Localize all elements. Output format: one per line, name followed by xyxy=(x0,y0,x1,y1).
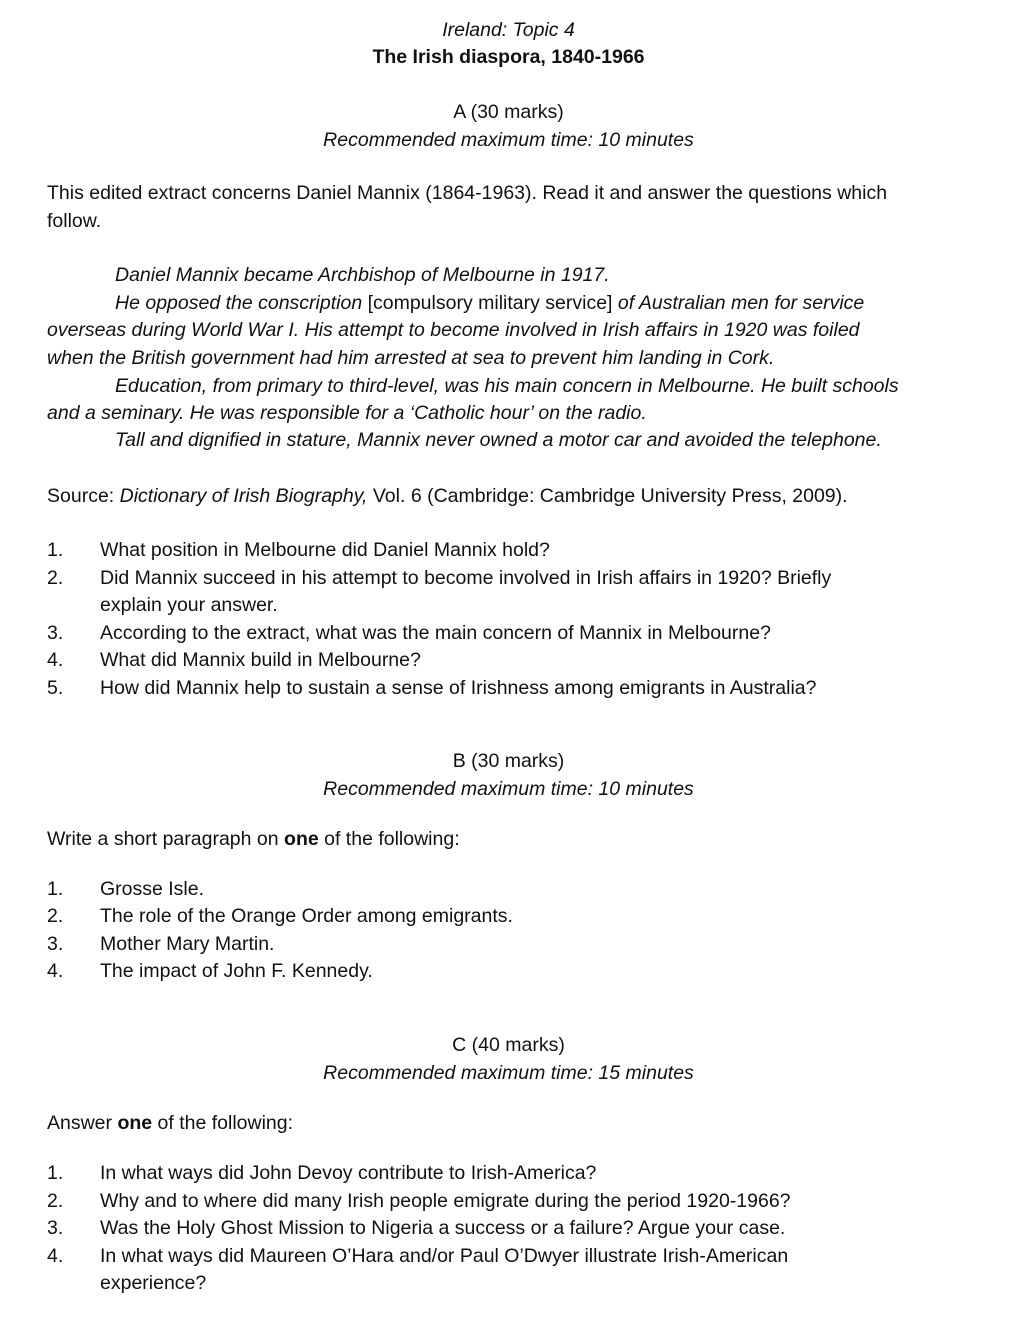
instruction-emphasis: one xyxy=(284,828,319,850)
source-prefix: Source: xyxy=(47,485,120,507)
item-text: In what ways did Maureen O’Hara and/or Paul O’Dwyer illustrate Irish-American xyxy=(100,1245,789,1267)
extract-para-2-line2: overseas during World War I. His attempt to become involved in Irish affairs in 1920 was foiled xyxy=(47,319,860,341)
item-text: The impact of John F. Kennedy. xyxy=(100,960,373,982)
item-text: In what ways did John Devoy contribute to Irish-America? xyxy=(100,1162,597,1184)
question-text: According to the extract, what was the main concern of Mannix in Melbourne? xyxy=(100,622,771,644)
item-text-continued: experience? xyxy=(100,1272,207,1294)
question-text-continued: explain your answer. xyxy=(100,594,278,616)
page-title: The Irish diaspora, 1840-1966 xyxy=(372,46,645,68)
section-b-heading: B (30 marks) xyxy=(452,750,565,772)
source-citation xyxy=(47,487,848,507)
item-number: 2. xyxy=(47,905,64,927)
section-a-intro-line2: follow. xyxy=(47,210,102,232)
question-number: 5. xyxy=(47,677,64,699)
question-number: 1. xyxy=(47,539,64,561)
instruction-text: Answer xyxy=(47,1112,118,1134)
item-number: 4. xyxy=(47,1245,64,1267)
item-number: 3. xyxy=(47,933,64,955)
item-number: 1. xyxy=(47,1162,64,1184)
item-text: Grosse Isle. xyxy=(100,878,205,900)
section-b-instruction xyxy=(47,830,460,850)
item-number: 1. xyxy=(47,878,64,900)
extract-para-4: Tall and dignified in stature, Mannix never owned a motor car and avoided the telephone. xyxy=(115,429,882,451)
section-c-heading: C (40 marks) xyxy=(452,1034,565,1056)
question-number: 3. xyxy=(47,622,64,644)
section-b-time: Recommended maximum time: 10 minutes xyxy=(323,778,694,800)
section-a-intro-line1: This edited extract concerns Daniel Mannix (1864-1963). Read it and answer the questions which xyxy=(47,182,888,204)
extract-para-3-line2: and a seminary. He was responsible for a ‘Catholic hour’ on the radio. xyxy=(47,402,647,424)
question-text: What did Mannix build in Melbourne? xyxy=(100,649,421,671)
instruction-text: of the following: xyxy=(318,828,460,850)
question-text: Did Mannix succeed in his attempt to become involved in Irish affairs in 1920? Briefly xyxy=(100,567,832,589)
extract-italic: of Australian men for service xyxy=(612,292,865,314)
section-c-instruction xyxy=(47,1114,293,1134)
extract-para-3-line1: Education, from primary to third-level, was his main concern in Melbourne. He built schools xyxy=(115,375,899,397)
topic-label: Ireland: Topic 4 xyxy=(442,19,575,41)
item-text: The role of the Orange Order among emigrants. xyxy=(100,905,513,927)
extract-gloss: [compulsory military service] xyxy=(367,292,613,314)
item-number: 2. xyxy=(47,1190,64,1212)
item-text: Mother Mary Martin. xyxy=(100,933,275,955)
extract-para-2-line3: when the British government had him arrested at sea to prevent him landing in Cork. xyxy=(47,347,775,369)
extract-para-1: Daniel Mannix became Archbishop of Melbourne in 1917. xyxy=(115,264,610,286)
extract-italic: He opposed the conscription xyxy=(115,292,368,314)
item-number: 4. xyxy=(47,960,64,982)
source-details: Vol. 6 (Cambridge: Cambridge University Press, 2009). xyxy=(367,485,848,507)
instruction-emphasis: one xyxy=(117,1112,153,1134)
instruction-text: of the following: xyxy=(152,1112,294,1134)
section-a-time: Recommended maximum time: 10 minutes xyxy=(323,129,694,151)
section-a-heading: A (30 marks) xyxy=(453,101,564,123)
question-text: What position in Melbourne did Daniel Mannix hold? xyxy=(100,539,550,561)
question-number: 4. xyxy=(47,649,64,671)
section-c-time: Recommended maximum time: 15 minutes xyxy=(323,1062,694,1084)
item-text: Why and to where did many Irish people emigrate during the period 1920-1966? xyxy=(100,1190,791,1212)
instruction-text: Write a short paragraph on xyxy=(47,828,285,850)
question-text: How did Mannix help to sustain a sense of Irishness among emigrants in Australia? xyxy=(100,677,817,699)
question-number: 2. xyxy=(47,567,64,589)
item-text: Was the Holy Ghost Mission to Nigeria a success or a failure? Argue your case. xyxy=(100,1217,786,1239)
extract-para-2-line1 xyxy=(115,294,864,314)
item-number: 3. xyxy=(47,1217,64,1239)
source-title: Dictionary of Irish Biography, xyxy=(119,485,368,507)
